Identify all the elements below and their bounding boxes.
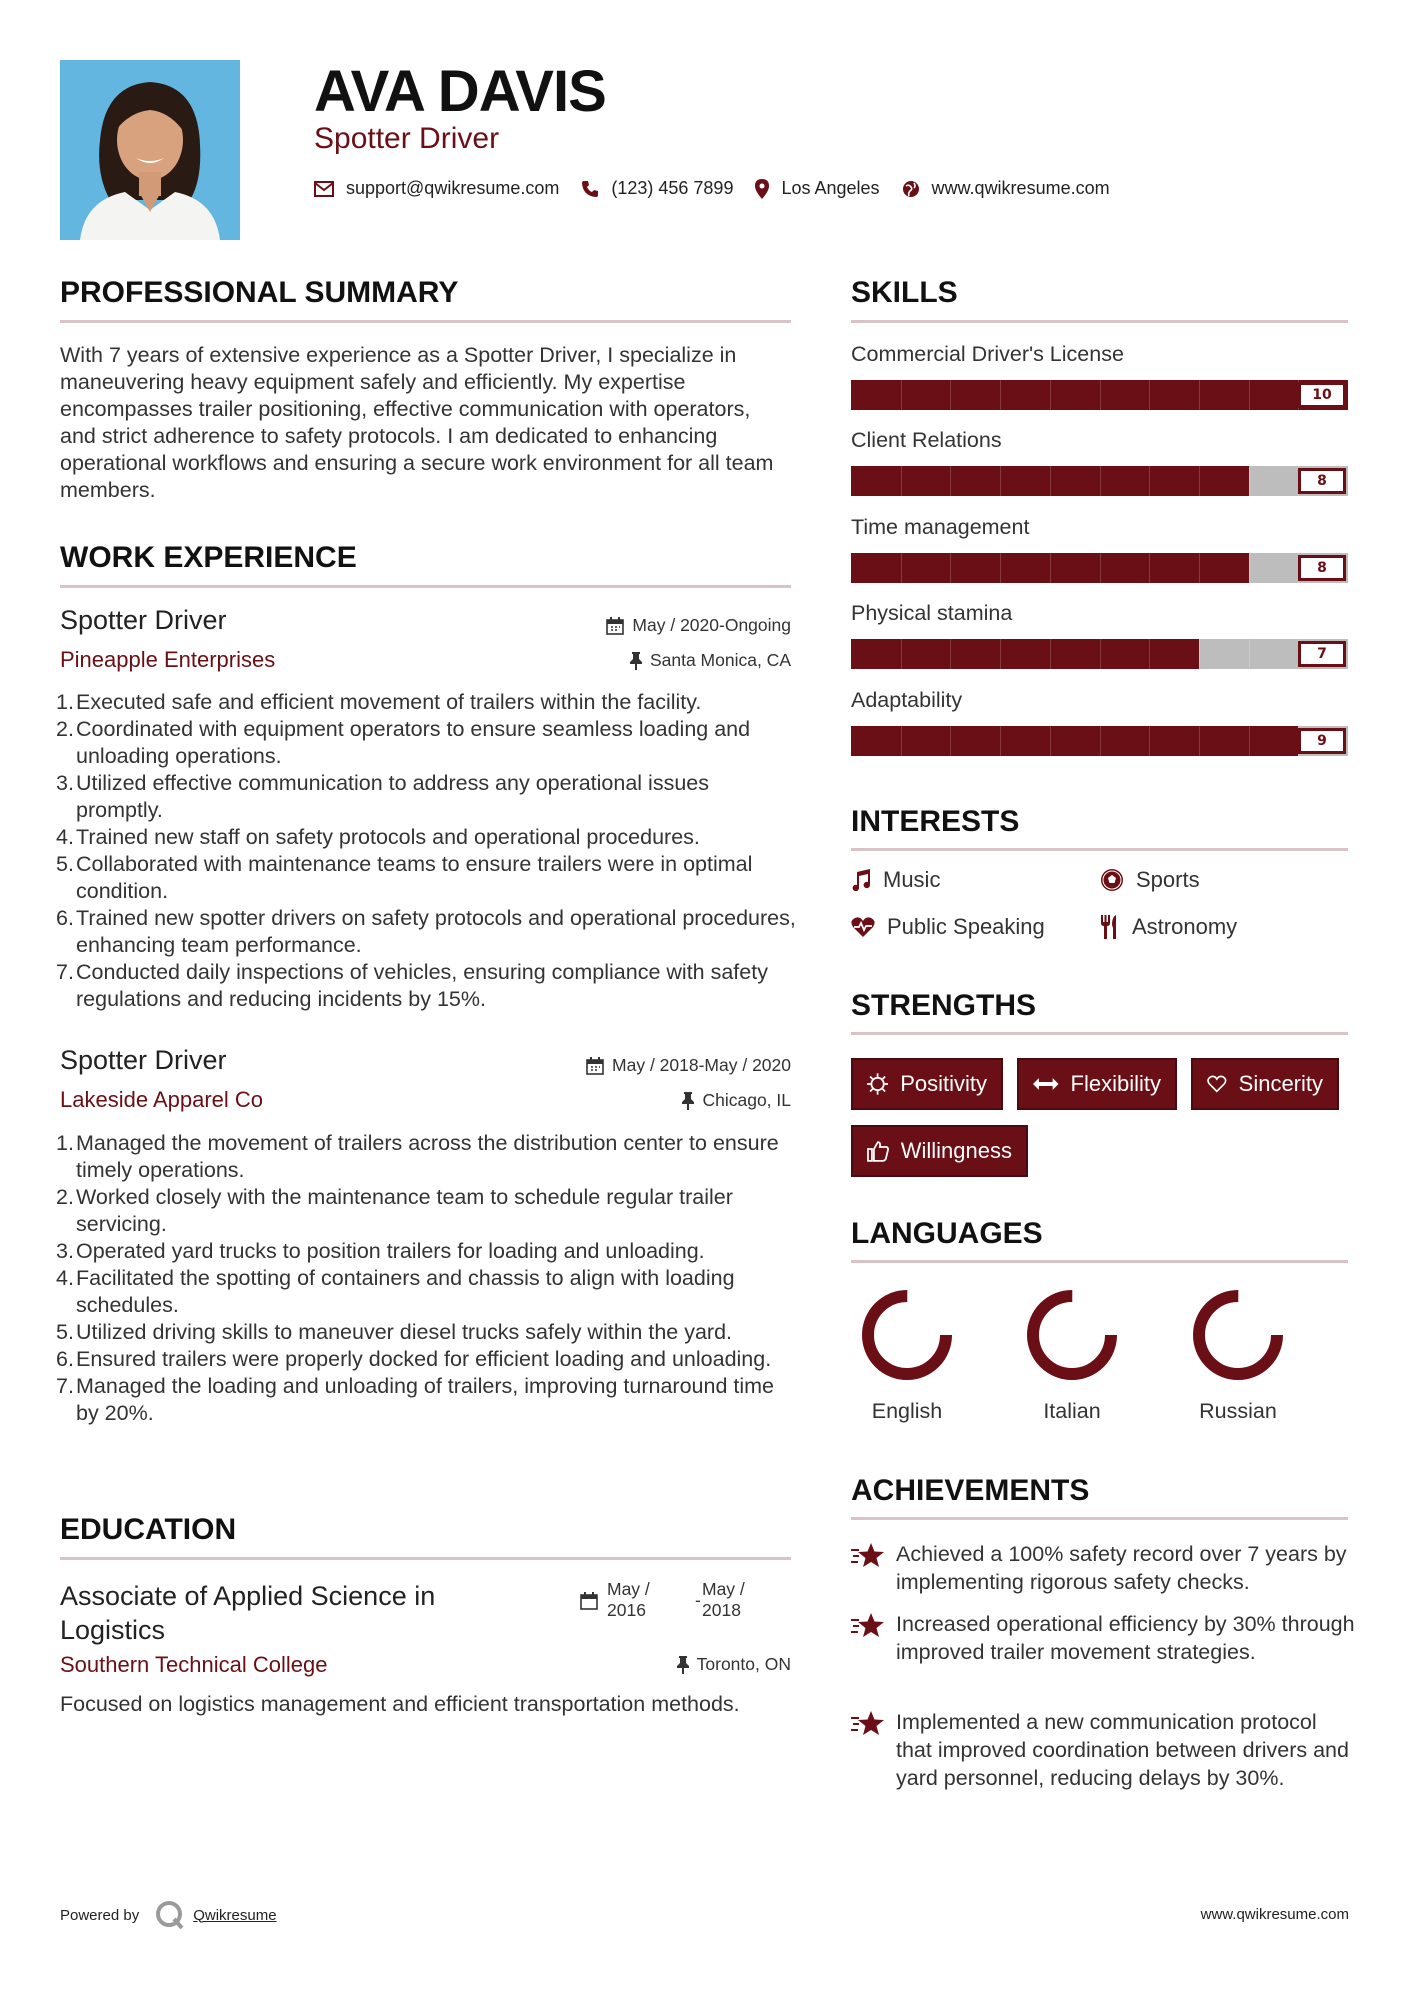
qwikresume-logo-icon (155, 1900, 185, 1930)
job-title: Spotter Driver (60, 1045, 227, 1075)
languages-divider (851, 1260, 1348, 1263)
interest-item-sports: Sports (1100, 867, 1200, 893)
education-location (440, 1654, 791, 1675)
skill-bar-segment (1050, 639, 1051, 669)
skill-bar-segment (1199, 726, 1200, 756)
skill-bar-segment (1000, 466, 1001, 496)
list-item: 4. Trained new staff on safety protocols and operational procedures. (56, 825, 700, 849)
language-proficiency-ring (857, 1285, 957, 1385)
list-item: 1. Executed safe and efficient movement of trailers within the facility. (56, 690, 702, 714)
interests-divider (851, 848, 1348, 851)
strength-chip-flexibility: Flexibility (1017, 1058, 1177, 1110)
skill-bar-segment (950, 639, 951, 669)
skill-bar-segment (1149, 380, 1150, 410)
job-dates (440, 615, 791, 636)
skill-bar-segment (1000, 639, 1001, 669)
pushpin-icon (677, 1656, 689, 1674)
skill-bar-segment (901, 639, 902, 669)
skill-bar-segment (1149, 466, 1150, 496)
contact-phone[interactable] (581, 178, 733, 199)
skill-bar-segment (1249, 726, 1250, 756)
experience-heading: WORK EXPERIENCE (60, 541, 357, 574)
contact-location (755, 178, 879, 199)
job-location (440, 1090, 791, 1111)
list-item: 7. Managed the loading and unloading of trailers, improving turnaround time by 20%. (56, 1374, 774, 1425)
utensils-icon (1100, 915, 1120, 939)
skill-bar-segment (1050, 466, 1051, 496)
achievements-divider (851, 1517, 1348, 1520)
skill-bar-segment (901, 466, 902, 496)
skill-bar (851, 380, 1348, 410)
list-item: 6. Ensured trailers were properly docked for efficient loading and unloading. (56, 1347, 772, 1371)
star-badge-icon (851, 1542, 885, 1570)
languages-heading: LANGUAGES (851, 1217, 1043, 1250)
pushpin-icon (630, 652, 642, 670)
skill-level-badge: 7 (1298, 641, 1346, 667)
skill-bar-segment (1249, 466, 1250, 496)
skill-bar-segment (1100, 466, 1101, 496)
skill-bar-segment (950, 726, 951, 756)
heart-icon (1207, 1073, 1227, 1095)
language-proficiency-arc (1033, 1296, 1111, 1374)
strengths-divider (851, 1032, 1348, 1035)
calendar-icon (580, 1592, 598, 1610)
skill-level-badge: 8 (1298, 555, 1346, 581)
interests-heading: INTERESTS (851, 805, 1020, 838)
education-divider (60, 1557, 791, 1560)
language-label: Italian (1043, 1399, 1101, 1423)
skill-bar-segment (1249, 553, 1250, 583)
skill-bar-segment (1149, 553, 1150, 583)
soccer-ball-icon (1100, 868, 1124, 892)
job-duties-list (58, 689, 798, 1013)
language-label: Russian (1199, 1399, 1277, 1423)
language-proficiency-ring (1188, 1285, 1288, 1385)
skill-bar-segment (1000, 726, 1001, 756)
interest-item-astronomy: Astronomy (1100, 914, 1237, 940)
list-item: 4. Facilitated the spotting of containers and chassis to align with loading schedules. (56, 1266, 735, 1317)
skill-bar-segment (901, 726, 902, 756)
list-item: 5. Utilized driving skills to maneuver diesel trucks safely within the yard. (56, 1320, 733, 1344)
language-proficiency-ring (1022, 1285, 1122, 1385)
skill-bar-segment (1100, 726, 1101, 756)
sun-icon (867, 1072, 888, 1096)
job-dates-text: May / 2020-Ongoing (632, 615, 791, 635)
skill-bar-segment (950, 553, 951, 583)
job-company: Lakeside Apparel Co (60, 1087, 264, 1112)
list-item: 5. Collaborated with maintenance teams to ensure trailers were in optimal condition. (56, 852, 753, 903)
skill-bar-segment (1149, 639, 1150, 669)
interest-item-public-speaking: Public Speaking (851, 914, 1045, 940)
experience-divider (60, 585, 791, 588)
skill-bar (851, 639, 1348, 669)
job-location-text: Santa Monica, CA (649, 650, 791, 670)
heartbeat-icon (851, 916, 875, 938)
skill-level-badge: 9 (1298, 728, 1346, 754)
job-company: Pineapple Enterprises (60, 647, 276, 672)
skill-label: Physical stamina (851, 601, 1013, 625)
contact-phone-text: (123) 456 7899 (611, 178, 734, 198)
skill-bar (851, 553, 1348, 583)
map-marker-icon (755, 179, 769, 199)
strength-chip-sincerity: Sincerity (1191, 1058, 1339, 1110)
contact-website[interactable] (902, 178, 1110, 199)
achievement-text: Increased operational efficiency by 30% through improved trailer movement strategies. (896, 1612, 1355, 1664)
skill-label: Adaptability (851, 688, 963, 712)
contact-email-text: support@qwikresume.com (346, 178, 560, 198)
list-item: 6. Trained new spotter drivers on safety protocols and operational procedures, enhancing team performance. (56, 906, 796, 957)
skill-bar-segment (1199, 553, 1200, 583)
skill-bar-segment (1050, 726, 1051, 756)
job-title: Spotter Driver (60, 605, 227, 635)
candidate-name: AVA DAVIS (314, 59, 606, 124)
skill-level-badge: 10 (1298, 382, 1346, 408)
education-end-date: May / 2018 (702, 1579, 745, 1620)
list-item: 7. Conducted daily inspections of vehicles, ensuring compliance with safety regulations and reducing incidents by 15%. (56, 960, 768, 1011)
list-item: 2. Worked closely with the maintenance team to schedule regular trailer servicing. (56, 1185, 733, 1236)
summary-text: With 7 years of extensive experience as a Spotter Driver, I specialize in maneuvering heavy equipment safely and efficiently. My expertise encompasses trailer positioning, effective communication with operators, and strict adherence to safety protocols. I am dedicated to enhancing operational workflows and ensuring a secure work environment for all team members. (60, 343, 774, 502)
pushpin-icon (682, 1092, 694, 1110)
list-item: 2. Coordinated with equipment operators to ensure seamless loading and unloading operations. (56, 717, 751, 768)
language-proficiency-arc (868, 1296, 946, 1374)
skill-bar-segment (950, 466, 951, 496)
skill-label: Time management (851, 515, 1030, 539)
summary-divider (60, 320, 791, 323)
skill-bar-segment (1100, 639, 1101, 669)
skill-bar-segment (1249, 639, 1250, 669)
skill-bar-segment (1000, 380, 1001, 410)
skill-bar-fill (851, 726, 1298, 756)
list-item: 1. Managed the movement of trailers across the distribution center to ensure timely operations. (56, 1131, 779, 1182)
envelope-icon (314, 181, 334, 197)
contact-location-text: Los Angeles (781, 178, 880, 198)
candidate-role: Spotter Driver (314, 122, 500, 155)
strengths-heading: STRENGTHS (851, 989, 1037, 1022)
skill-bar-segment (1100, 380, 1101, 410)
job-dates (440, 1055, 791, 1076)
skill-bar-fill (851, 639, 1199, 669)
list-item: 3. Utilized effective communication to address any operational issues promptly. (56, 771, 709, 822)
skill-bar-segment (1199, 380, 1200, 410)
skill-bar-segment (1050, 380, 1051, 410)
powered-by-text: Powered by (60, 1906, 140, 1924)
language-label: English (871, 1399, 943, 1423)
globe-icon (902, 180, 920, 198)
job-location (440, 650, 791, 671)
skill-bar-segment (901, 380, 902, 410)
skills-heading: SKILLS (851, 276, 958, 309)
list-item: 3. Operated yard trucks to position trailers for loading and unloading. (56, 1239, 705, 1263)
calendar-icon (606, 617, 624, 635)
job-location-text: Chicago, IL (702, 1090, 791, 1110)
star-badge-icon (851, 1710, 885, 1738)
phone-icon (581, 180, 599, 198)
skill-bar-segment (1199, 639, 1200, 669)
skill-bar-segment (901, 553, 902, 583)
contact-email[interactable] (314, 178, 559, 199)
education-location-text: Toronto, ON (696, 1654, 791, 1674)
achievement-text: Implemented a new communication protocol that improved coordination between drivers and yard personnel, reducing delays by 30%. (896, 1710, 1349, 1790)
language-proficiency-arc (1199, 1296, 1277, 1374)
skill-label: Client Relations (851, 428, 1002, 452)
date-separator: - (695, 1590, 701, 1610)
achievements-heading: ACHIEVEMENTS (851, 1474, 1090, 1507)
strength-chip-positivity: Positivity (851, 1058, 1003, 1110)
skills-divider (851, 320, 1348, 323)
skill-bar-segment (950, 380, 951, 410)
profile-photo (60, 60, 240, 240)
education-start-date: May / 2016 (607, 1579, 650, 1620)
skill-bar-segment (1149, 726, 1150, 756)
education-description: Focused on logistics management and efficient transportation methods. (60, 1692, 740, 1716)
strength-chip-willingness: Willingness (851, 1125, 1028, 1177)
skill-bar-segment (1199, 466, 1200, 496)
skill-bar-segment (1249, 380, 1250, 410)
summary-heading: PROFESSIONAL SUMMARY (60, 276, 459, 309)
skill-bar-segment (1000, 553, 1001, 583)
skill-level-badge: 8 (1298, 468, 1346, 494)
skill-label: Commercial Driver's License (851, 342, 1124, 366)
skill-bar (851, 466, 1348, 496)
education-heading: EDUCATION (60, 1513, 237, 1546)
skill-bar-segment (1050, 553, 1051, 583)
arrows-horizontal-icon (1033, 1077, 1059, 1091)
contact-website-text: www.qwikresume.com (931, 178, 1110, 198)
music-icon (851, 869, 871, 891)
skill-bar (851, 726, 1348, 756)
star-badge-icon (851, 1612, 885, 1640)
job-dates-text: May / 2018-May / 2020 (612, 1055, 791, 1075)
qwikresume-link[interactable]: Qwikresume (193, 1906, 277, 1924)
interest-item-music: Music (851, 867, 940, 893)
job-duties-list (58, 1130, 798, 1427)
skill-bar-segment (1100, 553, 1101, 583)
degree-title: Associate of Applied Science in Logistics (60, 1581, 436, 1645)
calendar-icon (586, 1057, 604, 1075)
contact-bar (314, 178, 1132, 199)
school-name: Southern Technical College (60, 1652, 328, 1677)
achievement-text: Achieved a 100% safety record over 7 years by implementing rigorous safety checks. (896, 1542, 1347, 1594)
thumbs-up-icon (867, 1140, 889, 1162)
footer-powered-by (60, 1900, 277, 1930)
footer-website-link[interactable]: www.qwikresume.com (1200, 1906, 1349, 1923)
